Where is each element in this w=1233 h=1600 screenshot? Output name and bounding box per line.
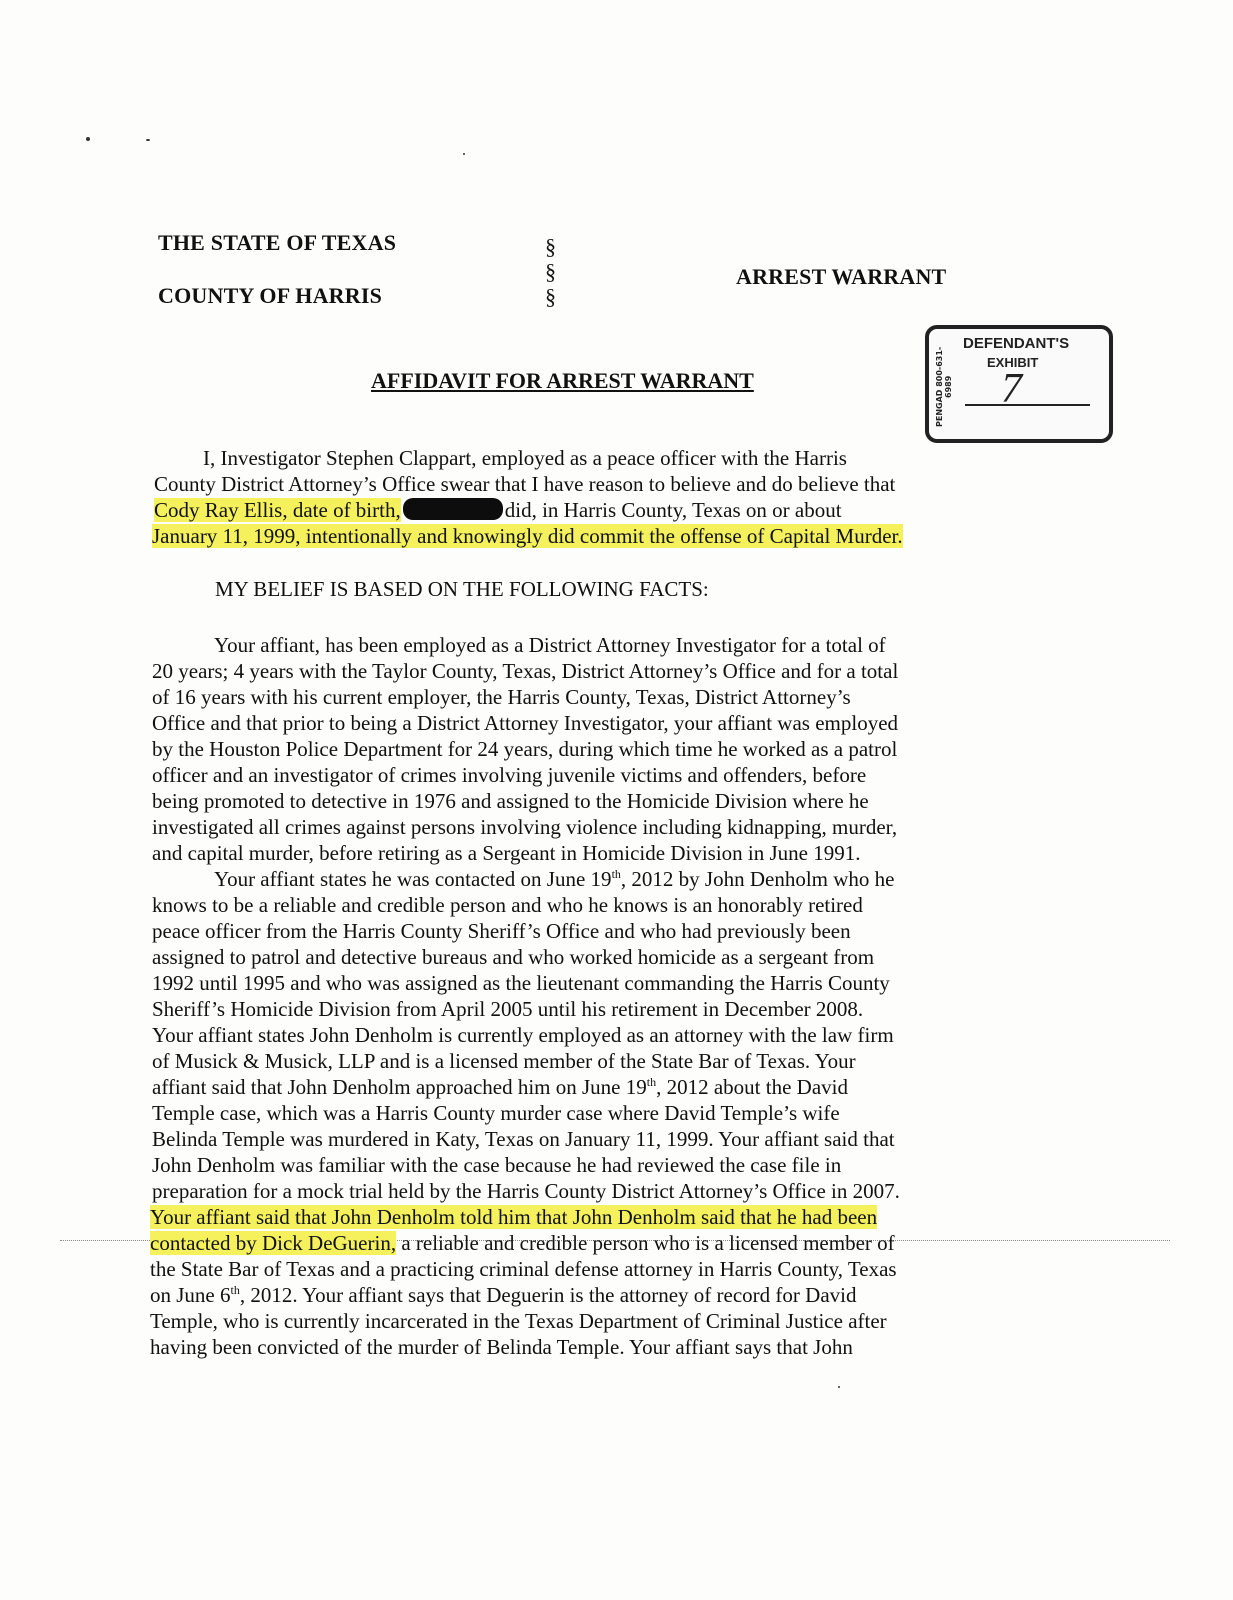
facts-line: Your affiant states John Denholm is currently employed as an attorney with the law firm xyxy=(152,1023,894,1047)
scan-speck xyxy=(838,1386,840,1388)
facts-line: 1992 until 1995 and who was assigned as the lieutenant commanding the Harris County xyxy=(152,971,890,995)
facts-line: having been convicted of the murder of Belinda Temple. Your affiant says that John xyxy=(150,1335,853,1359)
facts-text: , 2012 by John Denholm who he xyxy=(620,867,895,891)
document-type: ARREST WARRANT xyxy=(736,264,947,289)
facts-line: by the Houston Police Department for 24 years, during which time he worked as a patrol xyxy=(152,737,898,761)
facts-line: Belinda Temple was murdered in Katy, Texas on January 11, 1999. Your affiant said that xyxy=(152,1127,895,1151)
facts-line xyxy=(152,1075,848,1099)
facts-text: Your affiant states he was contacted on June 19 xyxy=(214,867,612,891)
highlighted-text: Your affiant said that John Denholm told him that John Denholm said that he had been xyxy=(150,1205,878,1229)
facts-text: a reliable and credible person who is a licensed member of xyxy=(396,1231,895,1255)
stamp-label-defendants: DEFENDANT'S xyxy=(963,335,1070,352)
facts-text: affiant said that John Denholm approached him on June 19 xyxy=(152,1075,647,1099)
facts-line: Sheriff’s Homicide Division from April 2005 until his retirement in December 2008. xyxy=(152,997,864,1021)
facts-line: officer and an investigator of crimes involving juvenile victims and offenders, before xyxy=(152,763,867,787)
intro-line: I, Investigator Stephen Clappart, employed as a peace officer with the Harris xyxy=(203,446,847,470)
intro-text: did, in Harris County, Texas on or about xyxy=(504,498,842,522)
ordinal-suffix: th xyxy=(611,867,621,881)
state-caption: THE STATE OF TEXAS xyxy=(158,230,397,255)
facts-line xyxy=(214,867,894,891)
facts-line: of Musick & Musick, LLP and is a licensed member of the State Bar of Texas. Your xyxy=(152,1049,856,1073)
highlighted-text: Cody Ray Ellis, date of birth, xyxy=(154,498,401,522)
county-caption: COUNTY OF HARRIS xyxy=(158,283,383,308)
facts-line: Your affiant, has been employed as a District Attorney Investigator for a total of xyxy=(214,633,886,657)
facts-line xyxy=(150,1283,856,1307)
intro-line xyxy=(152,524,903,548)
facts-line: peace officer from the Harris County Sheriff’s Office and who had previously been xyxy=(152,919,851,943)
affidavit-title: AFFIDAVIT FOR ARREST WARRANT xyxy=(371,368,754,393)
intro-line: County District Attorney’s Office swear that I have reason to believe and do believe that xyxy=(154,472,896,496)
highlighted-text: January 11, 1999, intentionally and knowingly did commit the offense of Capital Murder. xyxy=(152,524,903,548)
facts-text: , 2012. Your affiant says that Deguerin is the attorney of record for David xyxy=(239,1283,857,1307)
facts-line xyxy=(150,1231,895,1255)
section-symbols xyxy=(545,234,556,309)
facts-line: assigned to patrol and detective bureaus and who worked homicide as a sergeant from xyxy=(152,945,875,969)
highlighted-text: contacted by Dick DeGuerin, xyxy=(150,1231,397,1255)
facts-line: knows to be a reliable and credible person and who he knows is an honorably retired xyxy=(152,893,863,917)
section-symbol: § xyxy=(545,259,556,284)
facts-line: the State Bar of Texas and a practicing criminal defense attorney in Harris County, Texas xyxy=(150,1257,897,1281)
facts-text: , 2012 about the David xyxy=(656,1075,848,1099)
ordinal-suffix: th xyxy=(230,1283,240,1297)
facts-line xyxy=(150,1205,877,1229)
intro-line xyxy=(154,498,842,522)
facts-line: John Denholm was familiar with the case because he had reviewed the case file in xyxy=(152,1153,842,1177)
scan-speck xyxy=(146,139,150,141)
stamp-exhibit-number: 7 xyxy=(1001,366,1022,412)
exhibit-stamp xyxy=(925,325,1113,443)
facts-line: preparation for a mock trial held by the Harris County District Attorney’s Office in 2007. xyxy=(152,1179,900,1203)
facts-line: Office and that prior to being a District Attorney Investigator, your affiant was employed xyxy=(152,711,899,735)
facts-line: Temple, who is currently incarcerated in the Texas Department of Criminal Justice after xyxy=(150,1309,887,1333)
redaction-box xyxy=(403,498,503,520)
stamp-label-exhibit: EXHIBIT xyxy=(987,355,1039,370)
section-symbol: § xyxy=(545,284,556,309)
stamp-signature-line xyxy=(965,404,1090,406)
facts-line: investigated all crimes against persons involving violence including kidnapping, murder, xyxy=(152,815,898,839)
scan-speck xyxy=(463,153,465,155)
facts-line: Temple case, which was a Harris County murder case where David Temple’s wife xyxy=(152,1101,840,1125)
facts-line: 20 years; 4 years with the Taylor County, Texas, District Attorney’s Office and for a total xyxy=(152,659,899,683)
facts-line: being promoted to detective in 1976 and assigned to the Homicide Division where he xyxy=(152,789,869,813)
section-symbol: § xyxy=(545,234,556,259)
scan-speck xyxy=(86,137,90,141)
ordinal-suffix: th xyxy=(646,1075,657,1089)
facts-line: of 16 years with his current employer, the Harris County, Texas, District Attorney’s xyxy=(152,685,851,709)
belief-heading: MY BELIEF IS BASED ON THE FOLLOWING FACTS: xyxy=(215,577,709,601)
stamp-vendor-text: PENGAD 800-631-6989 xyxy=(935,346,953,428)
facts-text: on June 6 xyxy=(150,1283,231,1307)
facts-line: and capital murder, before retiring as a Sergeant in Homicide Division in June 1991. xyxy=(152,841,861,865)
